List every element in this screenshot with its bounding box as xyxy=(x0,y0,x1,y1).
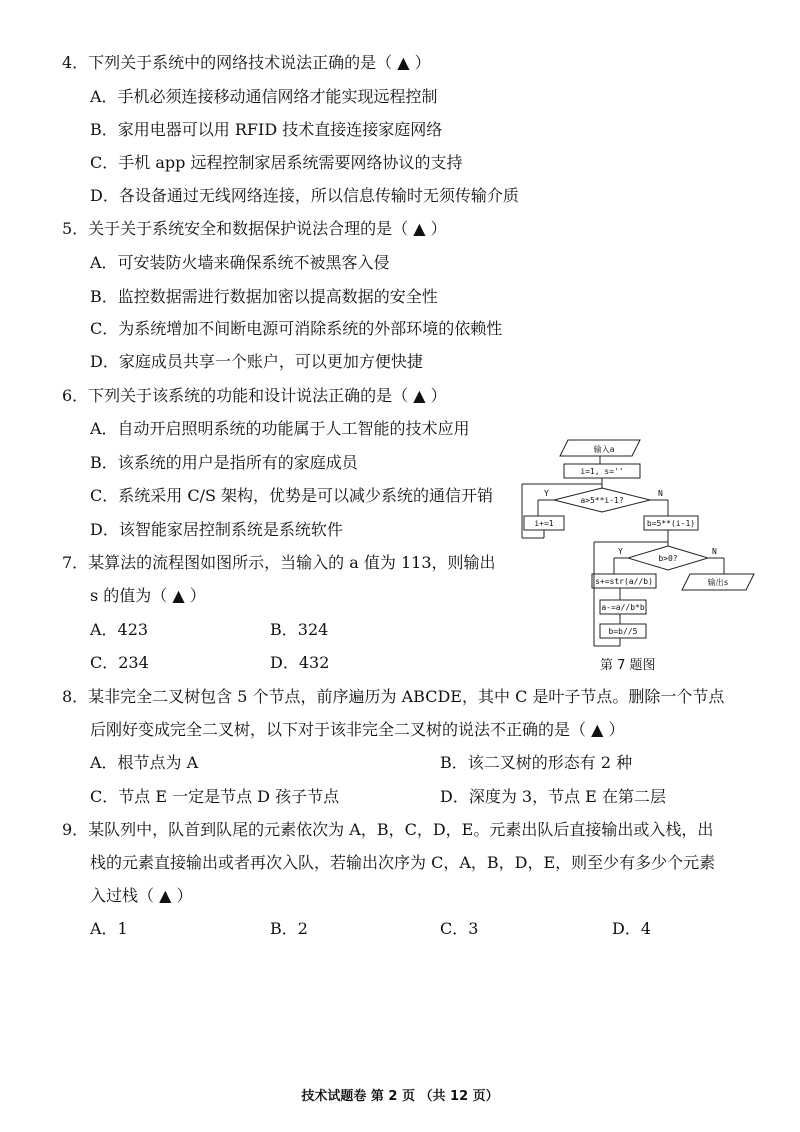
q5-option-c: C．为系统增加不间断电源可消除系统的外部环境的依赖性 xyxy=(90,319,503,338)
q9-stem-line3: 入过栈（ ▲ ） xyxy=(90,886,193,905)
flowchart-caption: 第 7 题图 xyxy=(600,658,656,673)
q5-option-a: A．可安装防火墙来确保系统不被黑客入侵 xyxy=(90,253,390,272)
q6-option-b: B．该系统的用户是指所有的家庭成员 xyxy=(90,453,358,472)
q7-option-c: C．234 xyxy=(90,653,149,672)
fc-append-text: s+=str(a//b) xyxy=(595,577,653,586)
fc-div-text: b=b//5 xyxy=(608,627,638,636)
page-footer: 技术试题卷 第 2 页 （共 12 页） xyxy=(301,1089,499,1104)
fc-no1-label: N xyxy=(658,489,663,498)
q7-stem-line2: s 的值为（ ▲ ） xyxy=(90,586,206,605)
q6-option-c: C．系统采用 C/S 架构，优势是可以减少系统的通信开销 xyxy=(90,486,494,505)
q5-option-d: D．家庭成员共享一个账户，可以更加方便快捷 xyxy=(90,352,423,371)
q7-option-b: B．324 xyxy=(270,620,329,639)
q7-option-a: A．423 xyxy=(90,620,149,639)
q8-option-b: B．该二叉树的形态有 2 种 xyxy=(440,753,633,772)
q6-option-a: A．自动开启照明系统的功能属于人工智能的技术应用 xyxy=(90,419,470,438)
fc-inc-text: i+=1 xyxy=(534,519,554,528)
fc-cond1-text: a>5**i-1? xyxy=(580,496,624,505)
q6-stem: 6．下列关于该系统的功能和设计说法正确的是（ ▲ ） xyxy=(62,386,447,405)
q7-option-d: D．432 xyxy=(270,653,330,672)
q9-option-a: A．1 xyxy=(90,919,128,938)
fc-no2-label: N xyxy=(712,547,717,556)
fc-yes1-label: Y xyxy=(544,489,549,498)
fc-init-text: i=1, s='' xyxy=(580,467,624,476)
q4-option-d: D．各设备通过无线网络连接，所以信息传输时无须传输介质 xyxy=(90,186,519,205)
q5-option-b: B．监控数据需进行数据加密以提高数据的安全性 xyxy=(90,287,438,306)
q9-option-c: C．3 xyxy=(440,919,479,938)
q7-stem-line1: 7．某算法的流程图如图所示，当输入的 a 值为 113，则输出 xyxy=(62,553,496,572)
q4-option-c: C．手机 app 远程控制家居系统需要网络协议的支持 xyxy=(90,153,463,172)
q9-option-d: D．4 xyxy=(612,919,652,938)
q7-flowchart xyxy=(518,428,764,654)
q8-option-a: A．根节点为 A xyxy=(90,753,199,772)
q8-stem-line2: 后刚好变成完全二叉树，以下对于该非完全二叉树的说法不正确的是（ ▲ ） xyxy=(90,720,625,739)
fc-output-text: 输出s xyxy=(707,578,729,587)
q8-stem-line1: 8．某非完全二叉树包含 5 个节点，前序遍历为 ABCDE，其中 C 是叶子节点。删除一个节点 xyxy=(62,687,725,706)
fc-yes2-label: Y xyxy=(618,547,623,556)
q4-option-b: B．家用电器可以用 RFID 技术直接连接家庭网络 xyxy=(90,120,443,139)
q8-option-d: D．深度为 3，节点 E 在第二层 xyxy=(440,787,666,806)
fc-cond2-text: b>0? xyxy=(658,554,678,563)
q4-option-a: A．手机必须连接移动通信网络才能实现远程控制 xyxy=(90,87,438,106)
fc-input-text: 输入a xyxy=(593,445,615,454)
q6-option-d: D．该智能家居控制系统是系统软件 xyxy=(90,520,343,539)
q4-stem: 4．下列关于系统中的网络技术说法正确的是（ ▲ ） xyxy=(62,53,431,72)
fc-assignb-text: b=5**(i-1) xyxy=(646,519,696,528)
fc-mod-text: a-=a//b*b xyxy=(601,603,645,612)
q9-stem-line1: 9．某队列中，队首到队尾的元素依次为 A，B，C，D，E。元素出队后直接输出或入栈，出 xyxy=(62,820,714,839)
q5-stem: 5．关于关于系统安全和数据保护说法合理的是（ ▲ ） xyxy=(62,219,447,238)
q9-stem-line2: 栈的元素直接输出或者再次入队，若输出次序为 C，A，B，D，E，则至少有多少个元素 xyxy=(90,853,716,872)
q8-option-c: C．节点 E 一定是节点 D 孩子节点 xyxy=(90,787,340,806)
q9-option-b: B．2 xyxy=(270,919,308,938)
